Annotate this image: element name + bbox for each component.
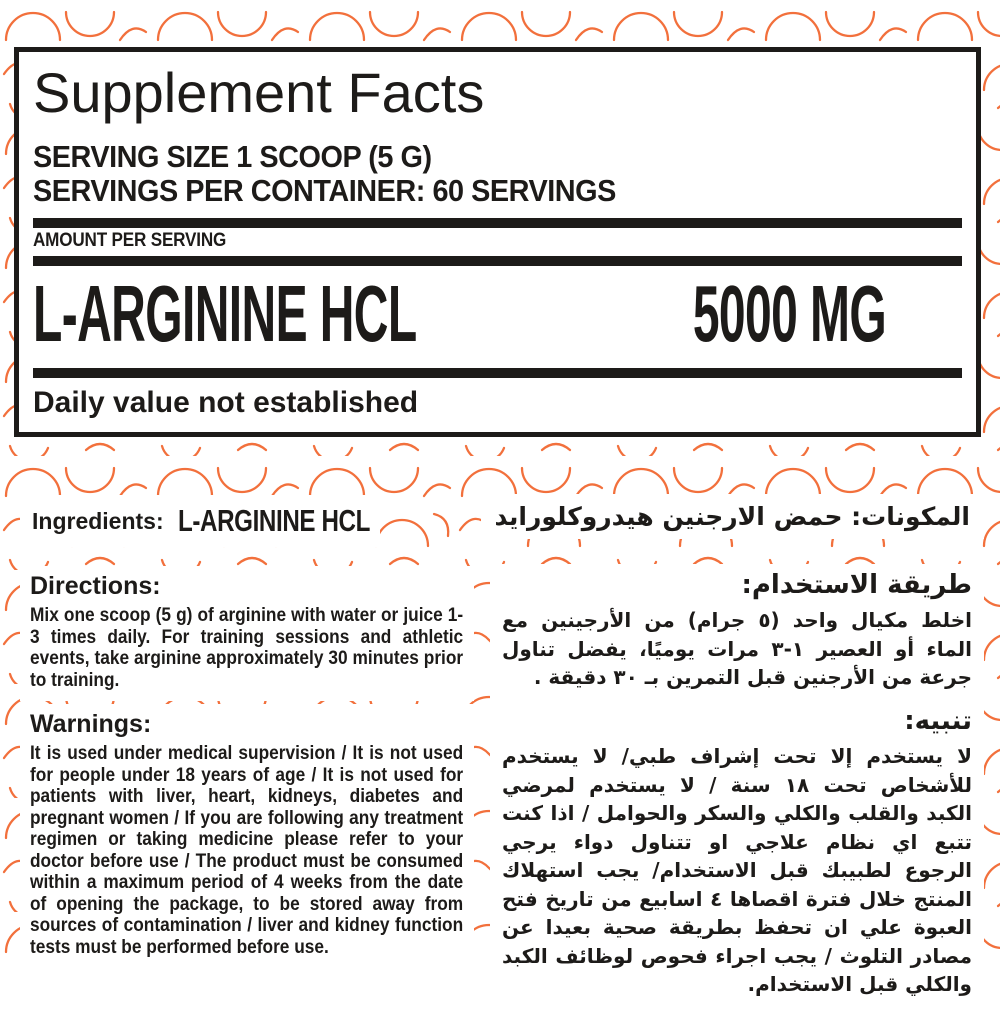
directions-en-heading: Directions:: [30, 572, 161, 600]
ingredients-en-label: Ingredients:: [32, 507, 164, 534]
warnings-ar-block: [490, 700, 984, 1009]
divider-bar-bottom: [33, 368, 962, 378]
ingredients-en-value: L-ARGININE HCL: [177, 503, 370, 538]
panel-title: Supplement Facts: [33, 61, 485, 124]
directions-ar-body: اخلط مكيال واحد (٥ جرام) من الأرجينين مع الماء أو العصير ١-٣ مرات يوميًا، يفضل تناول جرعة من الأرجنين قبل التمرين بـ ٣٠ دقيقة .: [502, 608, 973, 689]
servings-per-container-line: SERVINGS PER CONTAINER: 60 SERVINGS: [33, 173, 616, 208]
supplement-facts-panel-inner: [19, 52, 976, 432]
daily-value-note: Daily value not established: [33, 386, 419, 419]
warnings-en-block: [20, 704, 474, 968]
serving-info: [33, 140, 616, 208]
warnings-en-heading: Warnings:: [30, 710, 152, 738]
directions-ar-heading: طريقة الاستخدام:: [741, 570, 972, 600]
directions-en-block: [20, 566, 474, 701]
ingredient-amount: 5000 MG: [692, 269, 886, 358]
ingredients-en-line: [20, 495, 380, 547]
warnings-ar-heading: تنبيه:: [904, 706, 972, 736]
divider-bar-top: [33, 218, 962, 228]
directions-en-body: Mix one scoop (5 g) of arginine with water or juice 1-3 times daily. For training sessions and athletic events, take arginine approximately 30 minutes prior to training.: [30, 605, 464, 691]
directions-ar-block: [490, 564, 984, 702]
warnings-en-body: It is used under medical supervision / It is not used for people under 18 years of age / It is not used for patients with liver, heart, kidneys, diabetes and pregnant women / If you are following any treatment regimen or taking medicine please refer to your doctor before use / The product must be consumed within a maximum period of 4 weeks from the date of opening the package, to be stored away from sources of contamination / liver and kidney function tests must be performed before use.: [30, 743, 464, 958]
warnings-ar-body: لا يستخدم إلا تحت إشراف طبي/ لا يستخدم للأشخاص تحت ١٨ سنة / لا يستخدم لمرضي الكبد والقلب والكلي والسكر والحوامل / اذا كنت تتبع اي نظام علاجي او تتناول دواء يرجي الرجوع لطبيبك قبل الاستخدام/ يجب استهلاك المنتج خلال فترة اقصاها ٤ اسابيع من تاريخ فتح العبوة علي ان تحفظ بطريقة صحية بعيدا عن مصادر التلوث / يجب اجراء فحوص لوظائف الكبد والكلي قبل الاستخدام.: [502, 744, 973, 996]
amount-per-serving-label: AMOUNT PER SERVING: [33, 230, 227, 251]
serving-size-line: SERVING SIZE 1 SCOOP (5 G): [33, 139, 432, 174]
supplement-facts-panel: [14, 47, 981, 437]
ingredient-name: L-ARGININE HCL: [33, 269, 417, 358]
divider-bar-middle: [33, 256, 962, 266]
ingredients-ar-line: المكونات: حمض الارجنين هيدروكلورايد: [481, 494, 984, 539]
